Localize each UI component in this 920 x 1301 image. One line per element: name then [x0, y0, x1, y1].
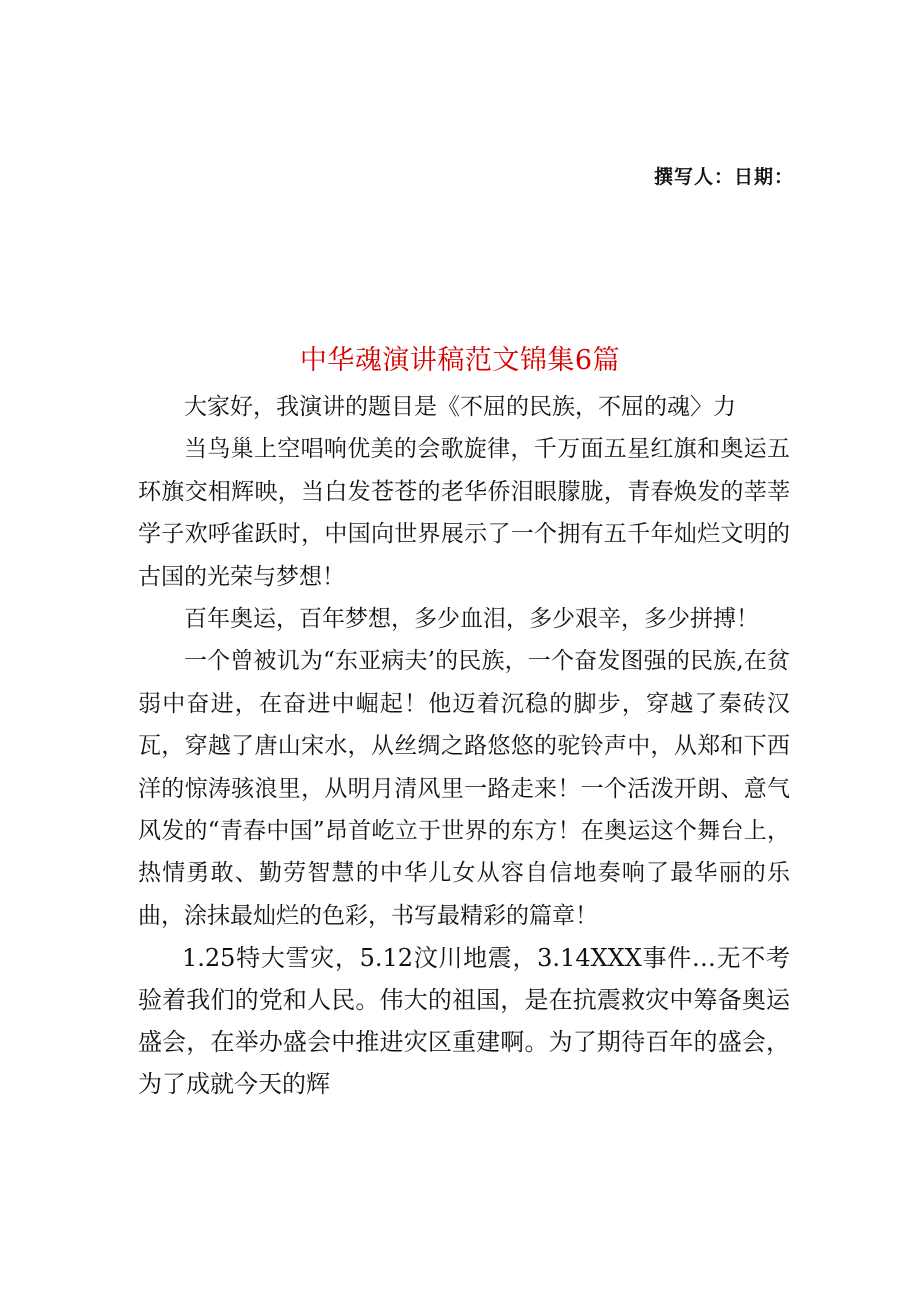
paragraph-disasters: 1.25特大雪灾，5.12汶川地震，3.14XXX事件…无不考验着我们的党和人民。伟大的祖国，是在抗震救灾中筹备奥运盛会，在举办盛会中推进灾区重建啊。为了期待百年的盛会，为了成就今天的辉	[138, 944, 790, 1099]
paragraph-birds-nest: 当鸟巢上空唱响优美的会歌旋律，千万面五星红旗和奥运五环旗交相辉映，当白发苍苍的老华侨泪眼朦胧，青春焕发的莘莘学子欢呼雀跃时，中国向世界展示了一个拥有五千年灿烂文明的古国的光荣与梦想！	[138, 436, 790, 590]
paragraph-rising-nation: 一个曾被讥为“东亚病夫’的民族，一个奋发图强的民族,在贫弱中奋进，在奋进中崛起！他迈着沉稳的脚步，穿越了秦砖汉瓦，穿越了唐山宋水，从丝绸之路悠悠的驼铃声中，从郑和下西洋的惊涛骇浪里，从明月清风里一路走来！一个活泼开朗、意气风发的“青春中国”昂首屹立于世界的东方！在奥运这个舞台上，热情勇敢、勤劳智慧的中华儿女从容自信地奏响了最华丽的乐曲，涂抹最灿烂的色彩，书写最精彩的篇章！	[138, 648, 790, 929]
document-title: 中华魂演讲稿范文锦集6篇	[299, 345, 621, 376]
document-body	[138, 386, 790, 1105]
paragraph-olympic-dream: 百年奥运，百年梦想，多少血泪，多少艰辛，多少拼搏！	[184, 606, 759, 633]
paragraph-intro: 大家好，我演讲的题目是《不屈的民族，不屈的魂〉力	[184, 394, 736, 420]
author-date-line: 撰写人：日期：	[654, 166, 795, 188]
